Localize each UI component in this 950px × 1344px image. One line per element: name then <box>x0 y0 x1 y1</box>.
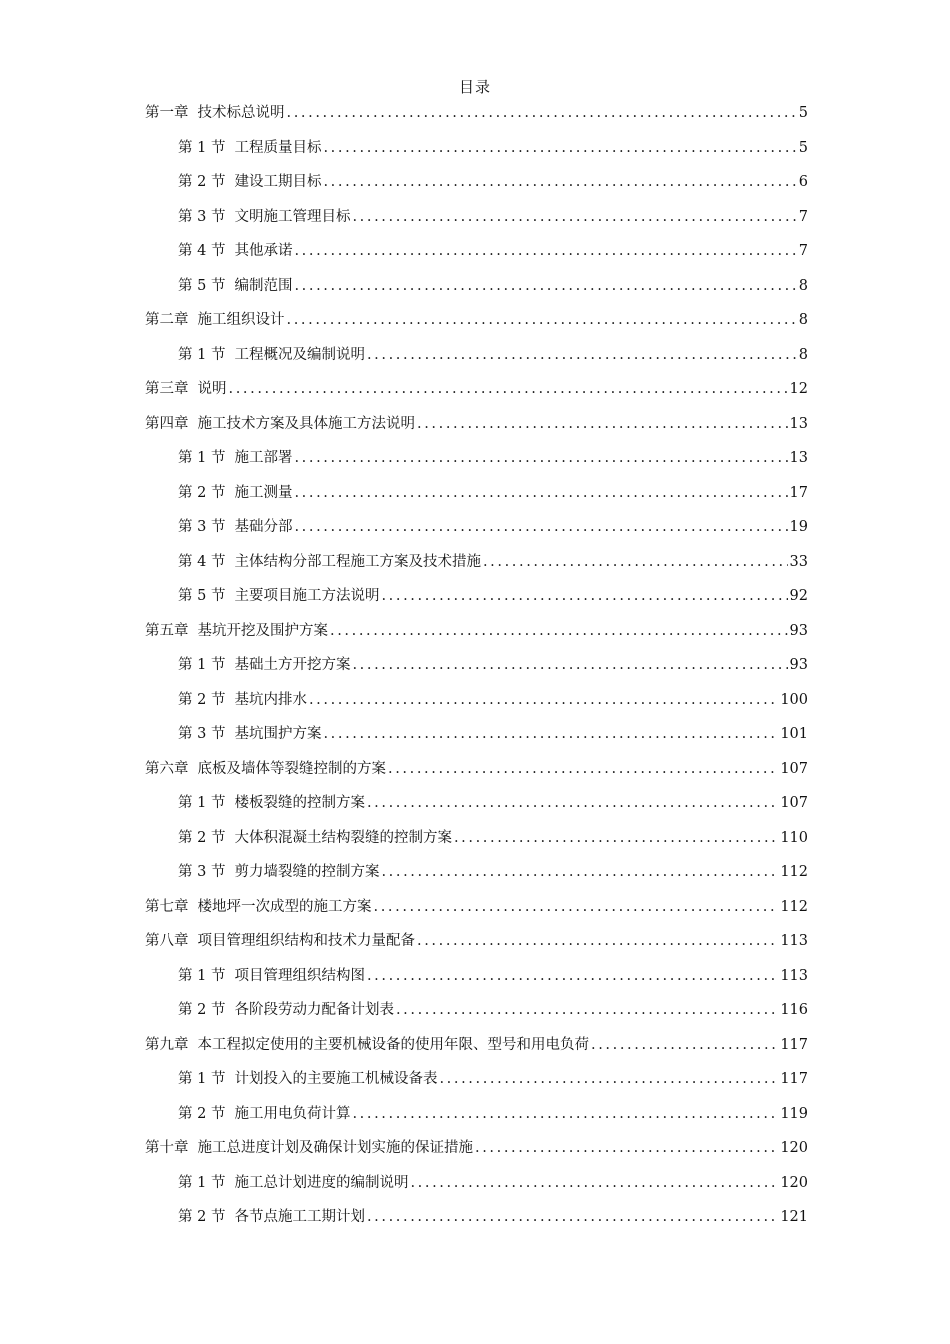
toc-entry-title: 施工测量 <box>234 484 293 501</box>
toc-page-number: 93 <box>789 657 808 673</box>
toc-page-number: 120 <box>780 1174 808 1191</box>
toc-section-entry[interactable] <box>145 964 808 999</box>
toc-section-entry[interactable] <box>145 550 808 585</box>
toc-entry-number: 第 4 节 <box>178 243 226 259</box>
toc-section-entry[interactable] <box>145 170 808 205</box>
toc-entry-number: 第二章 <box>145 312 189 328</box>
toc-entry-title: 计划投入的主要施工机械设备表 <box>234 1071 438 1087</box>
toc-entry-label <box>178 584 379 608</box>
toc-entry-label <box>145 757 386 781</box>
toc-section-entry[interactable] <box>145 481 808 516</box>
dot-leader <box>352 653 787 677</box>
toc-entry-number: 第 4 节 <box>178 553 226 570</box>
dot-leader <box>410 1171 778 1195</box>
toc-chapter-entry[interactable] <box>145 757 808 792</box>
toc-chapter-entry[interactable] <box>145 377 808 412</box>
toc-entry-label <box>145 101 285 125</box>
toc-entry-title: 剪力墙裂缝的控制方案 <box>234 864 380 880</box>
toc-entry-label <box>178 170 321 194</box>
toc-entry-label <box>145 1136 473 1160</box>
toc-entry-title: 本工程拟定使用的主要机械设备的使用年限、型号和用电负荷 <box>197 1036 589 1053</box>
toc-entry-number: 第九章 <box>145 1036 189 1053</box>
toc-page-number: 17 <box>789 484 808 501</box>
toc-page-number: 121 <box>780 1209 808 1225</box>
toc-entry-number: 第十章 <box>145 1140 189 1156</box>
toc-section-entry[interactable] <box>145 239 808 274</box>
toc-entry-number: 第 2 节 <box>178 829 226 846</box>
toc-page-number: 92 <box>789 588 808 604</box>
toc-entry-number: 第 1 节 <box>178 1174 226 1191</box>
toc-entry-title: 楼板裂缝的控制方案 <box>234 795 365 811</box>
dot-leader <box>294 239 796 263</box>
toc-entry-number: 第 1 节 <box>178 450 226 466</box>
dot-leader <box>381 860 778 884</box>
toc-page-number: 13 <box>789 415 808 432</box>
toc-entry-title: 项目管理组织结构图 <box>234 967 365 984</box>
toc-entry-title: 基础土方开挖方案 <box>234 657 351 673</box>
dot-leader <box>294 274 796 298</box>
toc-entry-label <box>178 653 350 677</box>
toc-entry-number: 第 1 节 <box>178 657 226 673</box>
toc-entry-number: 第一章 <box>145 105 189 121</box>
toc-entry-title: 施工部署 <box>234 450 293 466</box>
toc-section-entry[interactable] <box>145 1171 808 1206</box>
toc-entry-number: 第 1 节 <box>178 139 226 156</box>
dot-leader <box>352 1102 778 1126</box>
table-of-contents <box>145 101 808 1240</box>
toc-entry-number: 第 1 节 <box>178 346 226 363</box>
toc-entry-label <box>178 722 321 746</box>
toc-entry-title: 基坑围护方案 <box>234 726 322 742</box>
toc-entry-number: 第 5 节 <box>178 588 226 604</box>
toc-page-number: 119 <box>780 1105 808 1122</box>
dot-leader <box>381 584 787 608</box>
toc-entry-label <box>178 964 365 988</box>
toc-entry-label <box>145 619 328 643</box>
toc-chapter-entry[interactable] <box>145 895 808 930</box>
toc-entry-title: 各节点施工工期计划 <box>234 1209 365 1225</box>
toc-page-number: 113 <box>780 967 808 984</box>
toc-entry-title: 文明施工管理目标 <box>234 208 351 225</box>
toc-entry-number: 第七章 <box>145 898 189 915</box>
toc-entry-label <box>178 515 292 539</box>
dot-leader <box>294 481 787 505</box>
toc-entry-number: 第五章 <box>145 622 189 639</box>
toc-entry-title: 工程质量目标 <box>234 139 322 156</box>
dot-leader <box>287 308 797 332</box>
toc-entry-number: 第六章 <box>145 760 189 777</box>
dot-leader <box>417 412 788 436</box>
toc-entry-number: 第 5 节 <box>178 277 226 294</box>
toc-page-number: 93 <box>789 622 808 639</box>
toc-page-number: 6 <box>798 174 808 190</box>
dot-leader <box>309 688 778 712</box>
toc-entry-number: 第 2 节 <box>178 1105 226 1122</box>
toc-chapter-entry[interactable] <box>145 412 808 447</box>
toc-section-entry[interactable] <box>145 826 808 861</box>
dot-leader <box>483 550 788 574</box>
toc-section-entry[interactable] <box>145 791 808 826</box>
toc-page-number: 19 <box>789 519 808 535</box>
toc-section-entry[interactable] <box>145 653 808 688</box>
toc-entry-title: 底板及墙体等裂缝控制的方案 <box>197 760 386 777</box>
dot-leader <box>439 1067 778 1091</box>
dot-leader <box>454 826 778 850</box>
toc-page-number: 12 <box>789 381 808 397</box>
toc-entry-title: 建设工期目标 <box>234 174 322 190</box>
toc-section-entry[interactable] <box>145 1102 808 1137</box>
toc-page-number: 101 <box>780 726 808 742</box>
dot-leader <box>330 619 788 643</box>
dot-leader <box>352 205 796 229</box>
toc-entry-title: 基坑内排水 <box>234 691 307 708</box>
toc-chapter-entry[interactable] <box>145 619 808 654</box>
toc-entry-label <box>178 826 452 850</box>
toc-chapter-entry[interactable] <box>145 101 808 136</box>
toc-entry-number: 第 1 节 <box>178 967 226 984</box>
toc-section-entry[interactable] <box>145 722 808 757</box>
toc-page-number: 7 <box>798 243 808 259</box>
toc-page-number: 117 <box>780 1071 808 1087</box>
dot-leader <box>229 377 788 401</box>
toc-chapter-entry[interactable] <box>145 929 808 964</box>
toc-entry-label <box>178 860 379 884</box>
toc-entry-title: 各阶段劳动力配备计划表 <box>234 1002 394 1018</box>
dot-leader <box>367 1205 778 1229</box>
toc-entry-title: 技术标总说明 <box>197 105 285 121</box>
toc-entry-number: 第 2 节 <box>178 1209 226 1225</box>
toc-entry-number: 第八章 <box>145 933 189 949</box>
toc-page-number: 100 <box>780 691 808 708</box>
toc-entry-label <box>178 1067 437 1091</box>
toc-entry-title: 其他承诺 <box>234 243 293 259</box>
toc-chapter-entry[interactable] <box>145 1136 808 1171</box>
toc-section-entry[interactable] <box>145 343 808 378</box>
toc-entry-number: 第 3 节 <box>178 864 226 880</box>
toc-section-entry[interactable] <box>145 274 808 309</box>
toc-entry-label <box>178 1205 365 1229</box>
toc-entry-title: 施工总进度计划及确保计划实施的保证措施 <box>197 1140 473 1156</box>
toc-entry-label <box>178 481 292 505</box>
toc-entry-title: 大体积混凝土结构裂缝的控制方案 <box>234 829 452 846</box>
toc-entry-number: 第 3 节 <box>178 208 226 225</box>
toc-entry-label <box>178 550 481 574</box>
toc-entry-title: 项目管理组织结构和技术力量配备 <box>197 933 415 949</box>
toc-entry-title: 基坑开挖及围护方案 <box>197 622 328 639</box>
toc-entry-label <box>145 895 372 919</box>
toc-entry-title: 工程概况及编制说明 <box>234 346 365 363</box>
toc-page-number: 33 <box>789 553 808 570</box>
toc-page-number: 120 <box>780 1140 808 1156</box>
toc-page-number: 5 <box>798 105 808 121</box>
toc-entry-title: 施工技术方案及具体施工方法说明 <box>197 415 415 432</box>
toc-entry-title: 主体结构分部工程施工方案及技术措施 <box>234 553 481 570</box>
toc-page-number: 5 <box>798 139 808 156</box>
toc-entry-label <box>178 791 365 815</box>
toc-page-number: 112 <box>780 898 808 915</box>
dot-leader <box>417 929 778 953</box>
toc-title: 目录 <box>458 78 491 96</box>
toc-entry-label <box>145 929 415 953</box>
dot-leader <box>323 136 796 160</box>
toc-entry-title: 施工组织设计 <box>197 312 285 328</box>
toc-entry-label <box>145 308 285 332</box>
dot-leader <box>323 170 796 194</box>
dot-leader <box>323 722 778 746</box>
toc-entry-number: 第 3 节 <box>178 726 226 742</box>
toc-entry-title: 说明 <box>197 381 227 397</box>
toc-chapter-entry[interactable] <box>145 308 808 343</box>
toc-entry-label <box>178 446 292 470</box>
toc-entry-title: 施工用电负荷计算 <box>234 1105 351 1122</box>
dot-leader <box>367 964 778 988</box>
toc-entry-number: 第 3 节 <box>178 519 226 535</box>
toc-entry-label <box>178 205 350 229</box>
dot-leader <box>396 998 778 1022</box>
toc-entry-label <box>145 1033 589 1057</box>
toc-entry-title: 楼地坪一次成型的施工方案 <box>197 898 372 915</box>
toc-entry-label <box>178 343 365 367</box>
toc-page-number: 8 <box>798 277 808 294</box>
toc-page-number: 13 <box>789 450 808 466</box>
toc-section-entry[interactable] <box>145 446 808 481</box>
toc-entry-label <box>178 1102 350 1126</box>
toc-page-number: 112 <box>780 864 808 880</box>
toc-section-entry[interactable] <box>145 205 808 240</box>
toc-entry-title: 主要项目施工方法说明 <box>234 588 380 604</box>
toc-entry-label <box>178 136 321 160</box>
toc-entry-label <box>178 1171 408 1195</box>
toc-section-entry[interactable] <box>145 860 808 895</box>
toc-entry-title: 编制范围 <box>234 277 293 294</box>
toc-page-number: 7 <box>798 208 808 225</box>
toc-entry-label <box>145 412 415 436</box>
toc-entry-number: 第 2 节 <box>178 691 226 708</box>
toc-page-number: 8 <box>798 312 808 328</box>
toc-entry-label <box>178 998 394 1022</box>
toc-entry-number: 第四章 <box>145 415 189 432</box>
toc-section-entry[interactable] <box>145 1205 808 1240</box>
toc-entry-number: 第 1 节 <box>178 795 226 811</box>
toc-entry-label <box>178 274 292 298</box>
dot-leader <box>374 895 779 919</box>
toc-entry-number: 第 2 节 <box>178 484 226 501</box>
toc-section-entry[interactable] <box>145 998 808 1033</box>
toc-entry-number: 第 2 节 <box>178 174 226 190</box>
dot-leader <box>388 757 778 781</box>
toc-page-number: 107 <box>780 760 808 777</box>
toc-page-number: 116 <box>780 1002 808 1018</box>
toc-page-number: 110 <box>780 829 808 846</box>
toc-section-entry[interactable] <box>145 136 808 171</box>
toc-page-number: 117 <box>780 1036 808 1053</box>
toc-entry-title: 施工总计划进度的编制说明 <box>234 1174 409 1191</box>
toc-page-number: 8 <box>798 346 808 363</box>
toc-entry-label <box>178 688 307 712</box>
dot-leader <box>475 1136 778 1160</box>
toc-entry-number: 第三章 <box>145 381 189 397</box>
toc-section-entry[interactable] <box>145 1067 808 1102</box>
toc-entry-number: 第 2 节 <box>178 1002 226 1018</box>
toc-section-entry[interactable] <box>145 515 808 550</box>
dot-leader <box>294 446 787 470</box>
toc-page-number: 113 <box>780 933 808 949</box>
toc-page-number: 107 <box>780 795 808 811</box>
toc-chapter-entry[interactable] <box>145 1033 808 1068</box>
dot-leader <box>367 791 778 815</box>
toc-entry-title: 基础分部 <box>234 519 293 535</box>
dot-leader <box>367 343 797 367</box>
toc-section-entry[interactable] <box>145 688 808 723</box>
dot-leader <box>294 515 787 539</box>
toc-entry-number: 第 1 节 <box>178 1071 226 1087</box>
toc-entry-label <box>178 239 292 263</box>
toc-entry-label <box>145 377 227 401</box>
dot-leader <box>591 1033 778 1057</box>
toc-section-entry[interactable] <box>145 584 808 619</box>
dot-leader <box>287 101 797 125</box>
